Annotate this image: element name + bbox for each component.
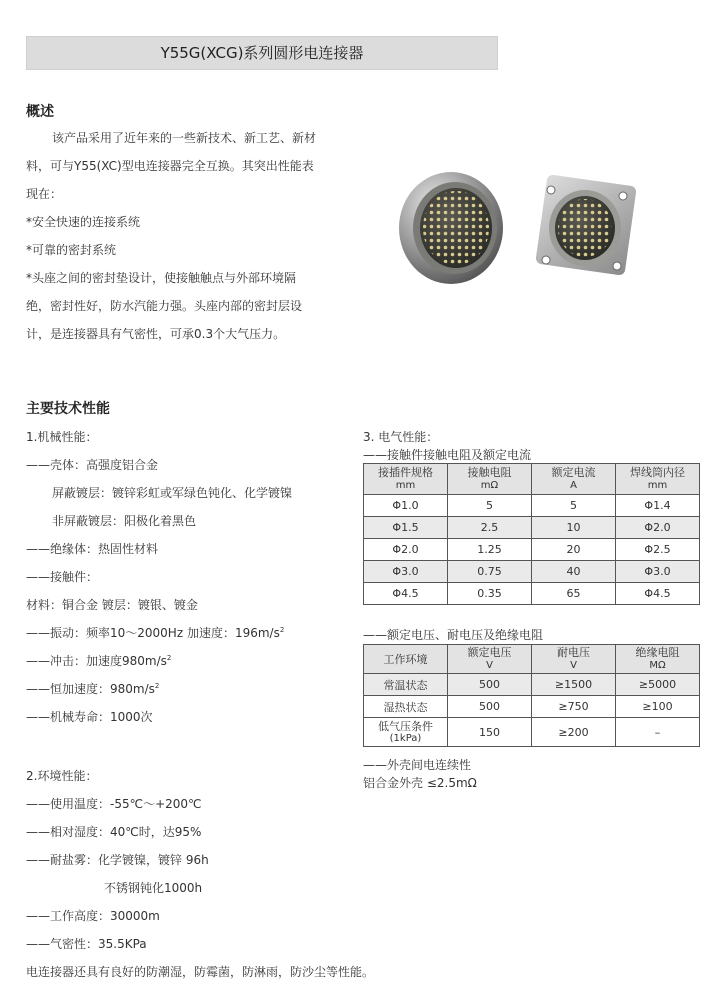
receptacle-body [535,174,637,276]
table-cell: 65 [532,583,616,605]
table-cell: 500 [448,674,532,696]
env-temp: ——使用温度：-55℃～+200℃ [26,797,202,811]
overview-line: 计，是连接器具有气密性，可承0.3个大气压力。 [26,327,286,341]
table-cell: 湿热状态 [364,696,448,718]
table-cell: 40 [532,561,616,583]
table-cell: ≥200 [532,718,616,747]
table-cell: Φ2.5 [616,539,700,561]
mech-insulator: ——绝缘体：热固性材料 [26,542,159,556]
table-cell: ≥750 [532,696,616,718]
table-cell: ≥5000 [616,674,700,696]
table-header: 工作环境 [364,645,448,674]
table-cell: 150 [448,718,532,747]
contact-table [363,463,700,605]
elec-title: 3. 电气性能： [363,430,439,444]
table-cell: 5 [532,495,616,517]
plug-body [399,172,503,284]
mech-shell: ——壳体：高强度铝合金 [26,458,159,472]
table-cell: ≥100 [616,696,700,718]
overview-line: 料，可与Y55(XC)型电连接器完全互换。其突出性能表 [26,159,314,173]
mech-shield-plating: 屏蔽镀层：镀锌彩虹或军绿色钝化、化学镀镍 [52,486,293,500]
env-summary: 电连接器还具有良好的防潮湿，防霉菌，防淋雨，防沙尘等性能。 [26,965,375,979]
table-cell: 0.75 [448,561,532,583]
mech-life: ——机械寿命：1000次 [26,710,153,724]
overview-line: 该产品采用了近年来的一些新技术、新工艺、新材 [52,131,317,145]
connector-photo [393,160,643,290]
mech-contact: ——接触件： [26,570,99,584]
table-header: 额定电压 V [448,645,532,674]
continuity-value: 铝合金外壳 ≤2.5mΩ [363,776,477,790]
table-cell: 1.25 [448,539,532,561]
table-row [364,674,700,696]
overview-line: *安全快速的连接系统 [26,215,141,229]
mech-shock: ——冲击：加速度$980m/s^2$ [26,654,172,668]
table-cell: – [616,718,700,747]
table-cell: Φ1.4 [616,495,700,517]
overview-line: 现在： [26,187,63,201]
mech-vibration: ——振动：频率10～2000Hz 加速度：$196m/s^2$ [26,626,285,640]
mech-const-accel: ——恒加速度：$980m/s^2$ [26,682,160,696]
table-row [364,583,700,605]
table-cell: 500 [448,696,532,718]
overview-line: *可靠的密封系统 [26,243,117,257]
table-cell: 低气压条件 (1kPa) [364,718,448,747]
overview-line: 绝，密封性好，防水汽能力强。头座内部的密封层设 [26,299,303,313]
table-header-row [364,645,700,674]
table-header: 接插件规格 mm [364,464,448,495]
table-header: 耐电压 V [532,645,616,674]
table-row [364,495,700,517]
voltage-table [363,644,700,747]
table-cell: 0.35 [448,583,532,605]
table-cell: Φ2.0 [616,517,700,539]
table-cell: 10 [532,517,616,539]
env-altitude: ——工作高度：30000m [26,909,160,923]
table-cell: Φ1.0 [364,495,448,517]
table-row [364,718,700,747]
table-cell: 5 [448,495,532,517]
mech-material: 材料：铜合金 镀层：镀银、镀金 [26,598,198,612]
overview-line: *头座之间的密封垫设计，使接触触点与外部环境隔 [26,271,297,285]
table-cell: Φ3.0 [616,561,700,583]
table-cell: Φ1.5 [364,517,448,539]
table-cell: Φ2.0 [364,539,448,561]
env-salt-fog-2: 不锈钢钝化1000h [104,881,203,895]
table-cell: 2.5 [448,517,532,539]
table-row [364,696,700,718]
table-cell: Φ3.0 [364,561,448,583]
table-cell: Φ4.5 [616,583,700,605]
table-cell: ≥1500 [532,674,616,696]
mech-nonshield-plating: 非屏蔽镀层：阳极化着黑色 [52,514,197,528]
continuity-caption: ——外壳间电连续性 [363,758,472,772]
env-humidity: ——相对湿度：40℃时，达95% [26,825,202,839]
table-header: 额定电流 A [532,464,616,495]
table-header: 绝缘电阻 MΩ [616,645,700,674]
table-header: 接触电阻 mΩ [448,464,532,495]
table-cell: 常温状态 [364,674,448,696]
env-salt-fog: ——耐盐雾：化学镀镍，镀锌 96h [26,853,209,867]
table1-caption: ——接触件接触电阻及额定电流 [363,448,532,462]
env-airtight: ——气密性：35.5KPa [26,937,147,951]
specs-heading: 主要技术性能 [26,401,110,417]
table-row [364,561,700,583]
table-cell: Φ4.5 [364,583,448,605]
page-title: Y55G(XCG)系列圆形电连接器 [26,36,498,70]
table2-caption: ——额定电压、耐电压及绝缘电阻 [363,628,544,642]
table-header: 焊线筒内径 mm [616,464,700,495]
table-cell: 20 [532,539,616,561]
env-title: 2.环境性能： [26,769,98,783]
table-row [364,539,700,561]
table-row [364,517,700,539]
table-header-row [364,464,700,495]
mech-title: 1.机械性能： [26,430,98,444]
overview-heading: 概述 [26,104,54,120]
